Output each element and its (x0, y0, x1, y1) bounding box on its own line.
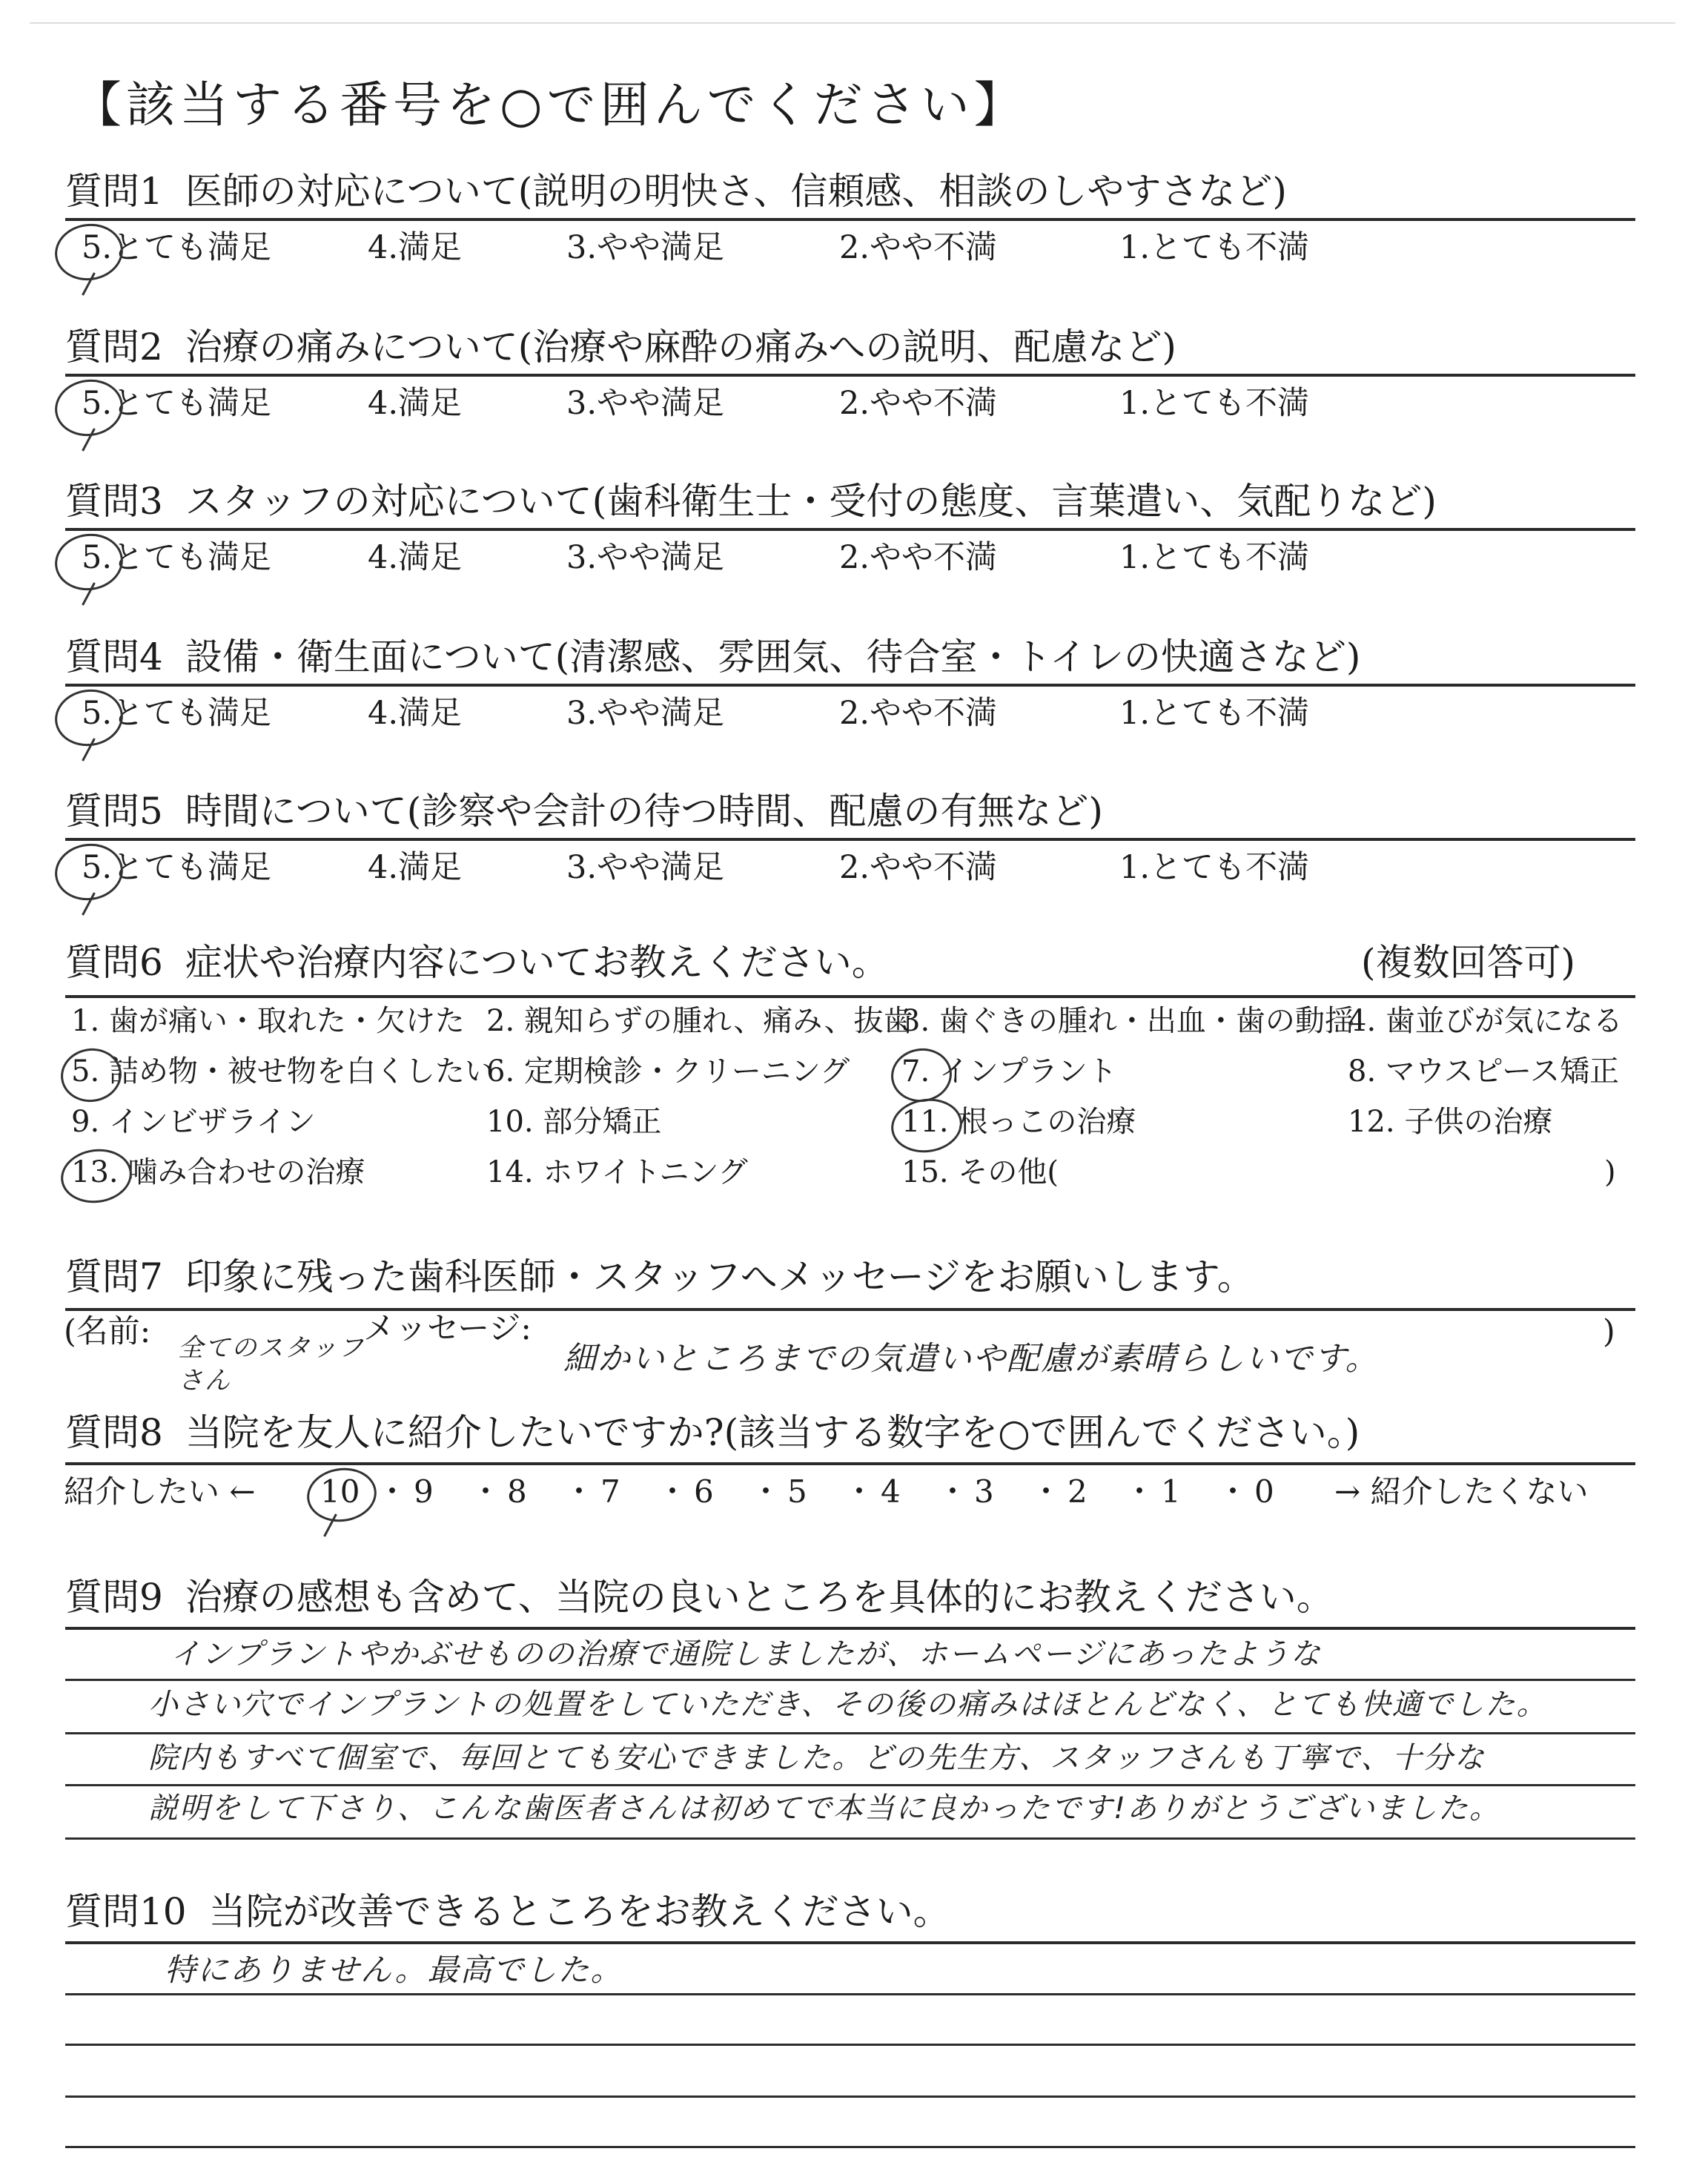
q8-scale-4[interactable]: 4 (881, 1473, 901, 1510)
q1-title (65, 169, 1287, 214)
q8-scale-3[interactable]: 3 (974, 1473, 994, 1510)
q6-option-7[interactable]: 7. インプラント (901, 1054, 1117, 1089)
q7-message-label: メッセージ: (363, 1310, 532, 1347)
q2-number: 質問2 (65, 326, 163, 369)
q6-text: 症状や治療内容についてお教えください。 (185, 941, 889, 984)
q8-selection-circle (303, 1464, 380, 1526)
q7-message-value[interactable]: 細かいところまでの気遣いや配慮が素晴らしいです。 (563, 1340, 1380, 1378)
q8-left-label: 紹介したい ← (64, 1473, 256, 1510)
q2-option-5[interactable]: 5.とても満足 (82, 385, 272, 422)
q6-title (65, 940, 889, 985)
q3-option-3[interactable]: 3.やや満足 (566, 539, 725, 576)
q3-option-5[interactable]: 5.とても満足 (82, 539, 272, 576)
q6-option-3[interactable]: 3. 歯ぐきの腫れ・出血・歯の動揺 (901, 1004, 1354, 1038)
q10-answer-rule (65, 2146, 1635, 2148)
q7-name-value[interactable]: 全てのスタッフさん (178, 1333, 365, 1396)
q9-answer-line[interactable]: 説明をして下さり、こんな歯医者さんは初めてで本当に良かったです!ありがとうございました。 (148, 1791, 1501, 1826)
q6-option-13[interactable]: 13. 噛み合わせの治療 (71, 1155, 365, 1189)
q8-scale-separator: ・ (563, 1473, 595, 1510)
instruction-header: 【該当する番号を○で囲んでください】 (73, 76, 1027, 133)
q7-number: 質問7 (65, 1255, 163, 1298)
q6-rule (65, 995, 1635, 998)
q10-answer-line[interactable]: 特にありません。最高でした。 (165, 1952, 623, 1988)
q3-option-2[interactable]: 2.やや不満 (839, 539, 998, 576)
q1-option-3[interactable]: 3.やや満足 (566, 229, 725, 266)
q9-answer-line[interactable]: インプラントやかぶせものの治療で通院しましたが、ホームページにあったような (171, 1637, 1322, 1671)
q6-number: 質問6 (65, 941, 163, 984)
q9-answer-rule (65, 1679, 1635, 1681)
q8-scale-separator: ・ (1124, 1473, 1156, 1510)
q9-answer-line[interactable]: 院内もすべて個室で、毎回とても安心できました。どの先生方、スタッフさんも丁寧で、十分な (148, 1741, 1486, 1775)
q10-answer-rule (65, 1993, 1635, 1995)
q10-answer-rule (65, 2095, 1635, 2098)
q4-title (65, 635, 1360, 679)
q8-scale-7[interactable]: 7 (600, 1473, 620, 1510)
q8-right-label: → 紹介したくない (1334, 1473, 1589, 1510)
q4-rule (65, 684, 1635, 687)
q5-rule (65, 838, 1635, 841)
q7-text: 印象に残った歯科医師・スタッフへメッセージをお願いします。 (185, 1255, 1254, 1298)
q9-title (65, 1575, 1334, 1619)
scan-edge (30, 22, 1675, 24)
q6-note: (複数回答可) (1361, 941, 1576, 984)
q5-title (65, 789, 1103, 833)
q8-scale-5[interactable]: 5 (787, 1473, 807, 1510)
q2-option-1[interactable]: 1.とても不満 (1119, 385, 1310, 422)
q2-option-3[interactable]: 3.やや満足 (566, 385, 725, 422)
q4-option-3[interactable]: 3.やや満足 (566, 695, 725, 732)
q6-option-5[interactable]: 5. 詰め物・被せ物を白くしたい (71, 1054, 494, 1089)
q6-option-4[interactable]: 4. 歯並びが気になる (1348, 1004, 1623, 1038)
q3-number: 質問3 (65, 480, 163, 523)
q8-scale-2[interactable]: 2 (1068, 1473, 1088, 1510)
q8-scale-0[interactable]: 0 (1254, 1473, 1274, 1510)
q3-rule (65, 528, 1635, 531)
q8-scale-separator: ・ (1030, 1473, 1062, 1510)
q6-option-12[interactable]: 12. 子供の治療 (1348, 1105, 1553, 1139)
q8-scale-9[interactable]: 9 (414, 1473, 434, 1510)
q4-number: 質問4 (65, 635, 163, 678)
q8-scale-separator: ・ (470, 1473, 502, 1510)
q5-number: 質問5 (65, 790, 163, 833)
q10-rule (65, 1941, 1635, 1944)
q9-answer-line[interactable]: 小さい穴でインプラントの処置をしていただき、その後の痛みはほとんどなく、とても快適でした。 (148, 1688, 1548, 1722)
q1-text: 医師の対応について(説明の明快さ、信頼感、相談のしやすさなど) (185, 170, 1287, 213)
q1-rule (65, 218, 1635, 221)
q1-option-2[interactable]: 2.やや不満 (839, 229, 998, 266)
q6-option-9[interactable]: 9. インビザライン (71, 1105, 316, 1139)
q6-option-8[interactable]: 8. マウスピース矯正 (1348, 1054, 1620, 1089)
q5-option-1[interactable]: 1.とても不満 (1119, 849, 1310, 886)
q8-number: 質問8 (65, 1411, 163, 1454)
q10-title (65, 1889, 950, 1934)
q5-option-4[interactable]: 4.満足 (368, 849, 463, 886)
q4-option-1[interactable]: 1.とても不満 (1119, 695, 1310, 732)
q8-scale-8[interactable]: 8 (507, 1473, 527, 1510)
q6-option-6[interactable]: 6. 定期検診・クリーニング (486, 1054, 850, 1089)
q1-number: 質問1 (65, 170, 163, 213)
q7-name-label: (名前: (64, 1313, 151, 1350)
q3-title (65, 479, 1437, 524)
q8-scale-10[interactable]: 10 (320, 1473, 360, 1510)
q7-rule (65, 1308, 1635, 1311)
q6-option-15[interactable]: 15. その他( (901, 1155, 1059, 1189)
q7-title (65, 1255, 1254, 1299)
q5-option-3[interactable]: 3.やや満足 (566, 849, 725, 886)
q4-option-5[interactable]: 5.とても満足 (82, 695, 272, 732)
q6-option-2[interactable]: 2. 親知らずの腫れ、痛み、抜歯 (486, 1004, 913, 1038)
q8-scale-6[interactable]: 6 (694, 1473, 714, 1510)
q10-answer-rule (65, 2044, 1635, 2046)
q10-text: 当院が改善できるところをお教えください。 (208, 1890, 950, 1933)
q6-option-1[interactable]: 1. 歯が痛い・取れた・欠けた (71, 1004, 465, 1038)
q5-text: 時間について(診察や会計の待つ時間、配慮の有無など) (185, 790, 1103, 833)
q8-scale-1[interactable]: 1 (1161, 1473, 1181, 1510)
q9-text: 治療の感想も含めて、当院の良いところを具体的にお教えください。 (185, 1576, 1334, 1619)
q5-option-2[interactable]: 2.やや不満 (839, 849, 998, 886)
q9-number: 質問9 (65, 1576, 163, 1619)
q4-option-2[interactable]: 2.やや不満 (839, 695, 998, 732)
q1-option-4[interactable]: 4.満足 (368, 229, 463, 266)
q9-answer-rule (65, 1732, 1635, 1734)
q2-option-2[interactable]: 2.やや不満 (839, 385, 998, 422)
q8-scale-separator: ・ (1217, 1473, 1249, 1510)
q8-text: 当院を友人に紹介したいですか?(該当する数字を○で囲んでください。) (185, 1411, 1360, 1454)
q8-scale-separator: ・ (844, 1473, 875, 1510)
q8-scale-separator: ・ (657, 1473, 689, 1510)
q1-option-1[interactable]: 1.とても不満 (1119, 229, 1310, 266)
q9-answer-rule (65, 1784, 1635, 1786)
q6-option-14[interactable]: 14. ホワイトニング (486, 1155, 748, 1189)
q3-option-4[interactable]: 4.満足 (368, 539, 463, 576)
q2-option-4[interactable]: 4.満足 (368, 385, 463, 422)
q2-text: 治療の痛みについて(治療や麻酔の痛みへの説明、配慮など) (185, 326, 1176, 369)
q5-option-5[interactable]: 5.とても満足 (82, 849, 272, 886)
q3-option-1[interactable]: 1.とても不満 (1119, 539, 1310, 576)
q6-option-10[interactable]: 10. 部分矯正 (486, 1105, 662, 1139)
q1-option-5[interactable]: 5.とても満足 (82, 229, 272, 266)
q8-rule (65, 1462, 1635, 1465)
q9-answer-rule (65, 1837, 1635, 1840)
q8-title (65, 1410, 1360, 1455)
q7-close-paren: ) (1603, 1313, 1615, 1350)
q2-rule (65, 374, 1635, 377)
q8-scale-separator: ・ (937, 1473, 969, 1510)
q8-scale-separator: ・ (377, 1473, 408, 1510)
q4-text: 設備・衛生面について(清潔感、雰囲気、待合室・トイレの快適さなど) (185, 635, 1361, 678)
q2-title (65, 325, 1176, 369)
q10-number: 質問10 (65, 1890, 187, 1933)
q6-option-other-close[interactable]: ) (1604, 1155, 1616, 1189)
q3-text: スタッフの対応について(歯科衛生士・受付の態度、言葉遣い、気配りなど) (185, 480, 1437, 523)
q4-option-4[interactable]: 4.満足 (368, 695, 463, 732)
q6-option-11[interactable]: 11. 根っこの治療 (901, 1105, 1136, 1139)
q9-rule (65, 1627, 1635, 1630)
q8-scale-separator: ・ (750, 1473, 782, 1510)
